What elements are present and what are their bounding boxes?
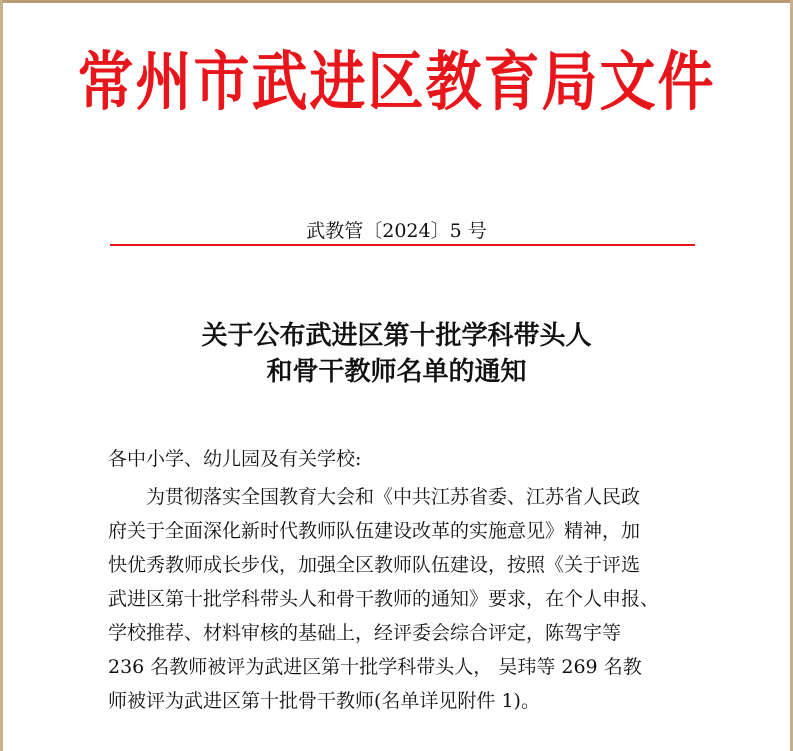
body-line: 府关于全面深化新时代教师队伍建设改革的实施意见》精神，加 bbox=[108, 520, 641, 542]
body-line: 为贯彻落实全国教育大会和《中共江苏省委、江苏省人民政 bbox=[146, 486, 641, 508]
title-line-1: 关于公布武进区第十批学科带头人 bbox=[201, 321, 592, 351]
page-top-edge bbox=[0, 0, 793, 3]
document-title bbox=[0, 318, 793, 390]
body-line: 236 名教师被评为武进区第十批学科带头人， 吴玮等 269 名教 bbox=[108, 656, 642, 678]
title-line-2: 和骨干教师名单的通知 bbox=[266, 357, 527, 387]
document-red-header: 常州市武进区教育局文件 bbox=[77, 45, 716, 121]
document-number: 武教管〔2024〕5 号 bbox=[306, 220, 487, 242]
body-line: 师被评为武进区第十批骨干教师(名单详见附件 1)。 bbox=[108, 690, 540, 712]
salutation: 各中小学、幼儿园及有关学校: bbox=[108, 448, 362, 470]
red-divider-line bbox=[110, 244, 695, 246]
body-line: 武进区第十批学科带头人和骨干教师的通知》要求，在个人申报、 bbox=[108, 588, 660, 610]
body-paragraph bbox=[108, 480, 698, 718]
body-line: 快优秀教师成长步伐，加强全区教师队伍建设，按照《关于评选 bbox=[108, 554, 641, 576]
body-line: 学校推荐、材料审核的基础上，经评委会综合评定，陈驾宇等 bbox=[108, 622, 622, 644]
